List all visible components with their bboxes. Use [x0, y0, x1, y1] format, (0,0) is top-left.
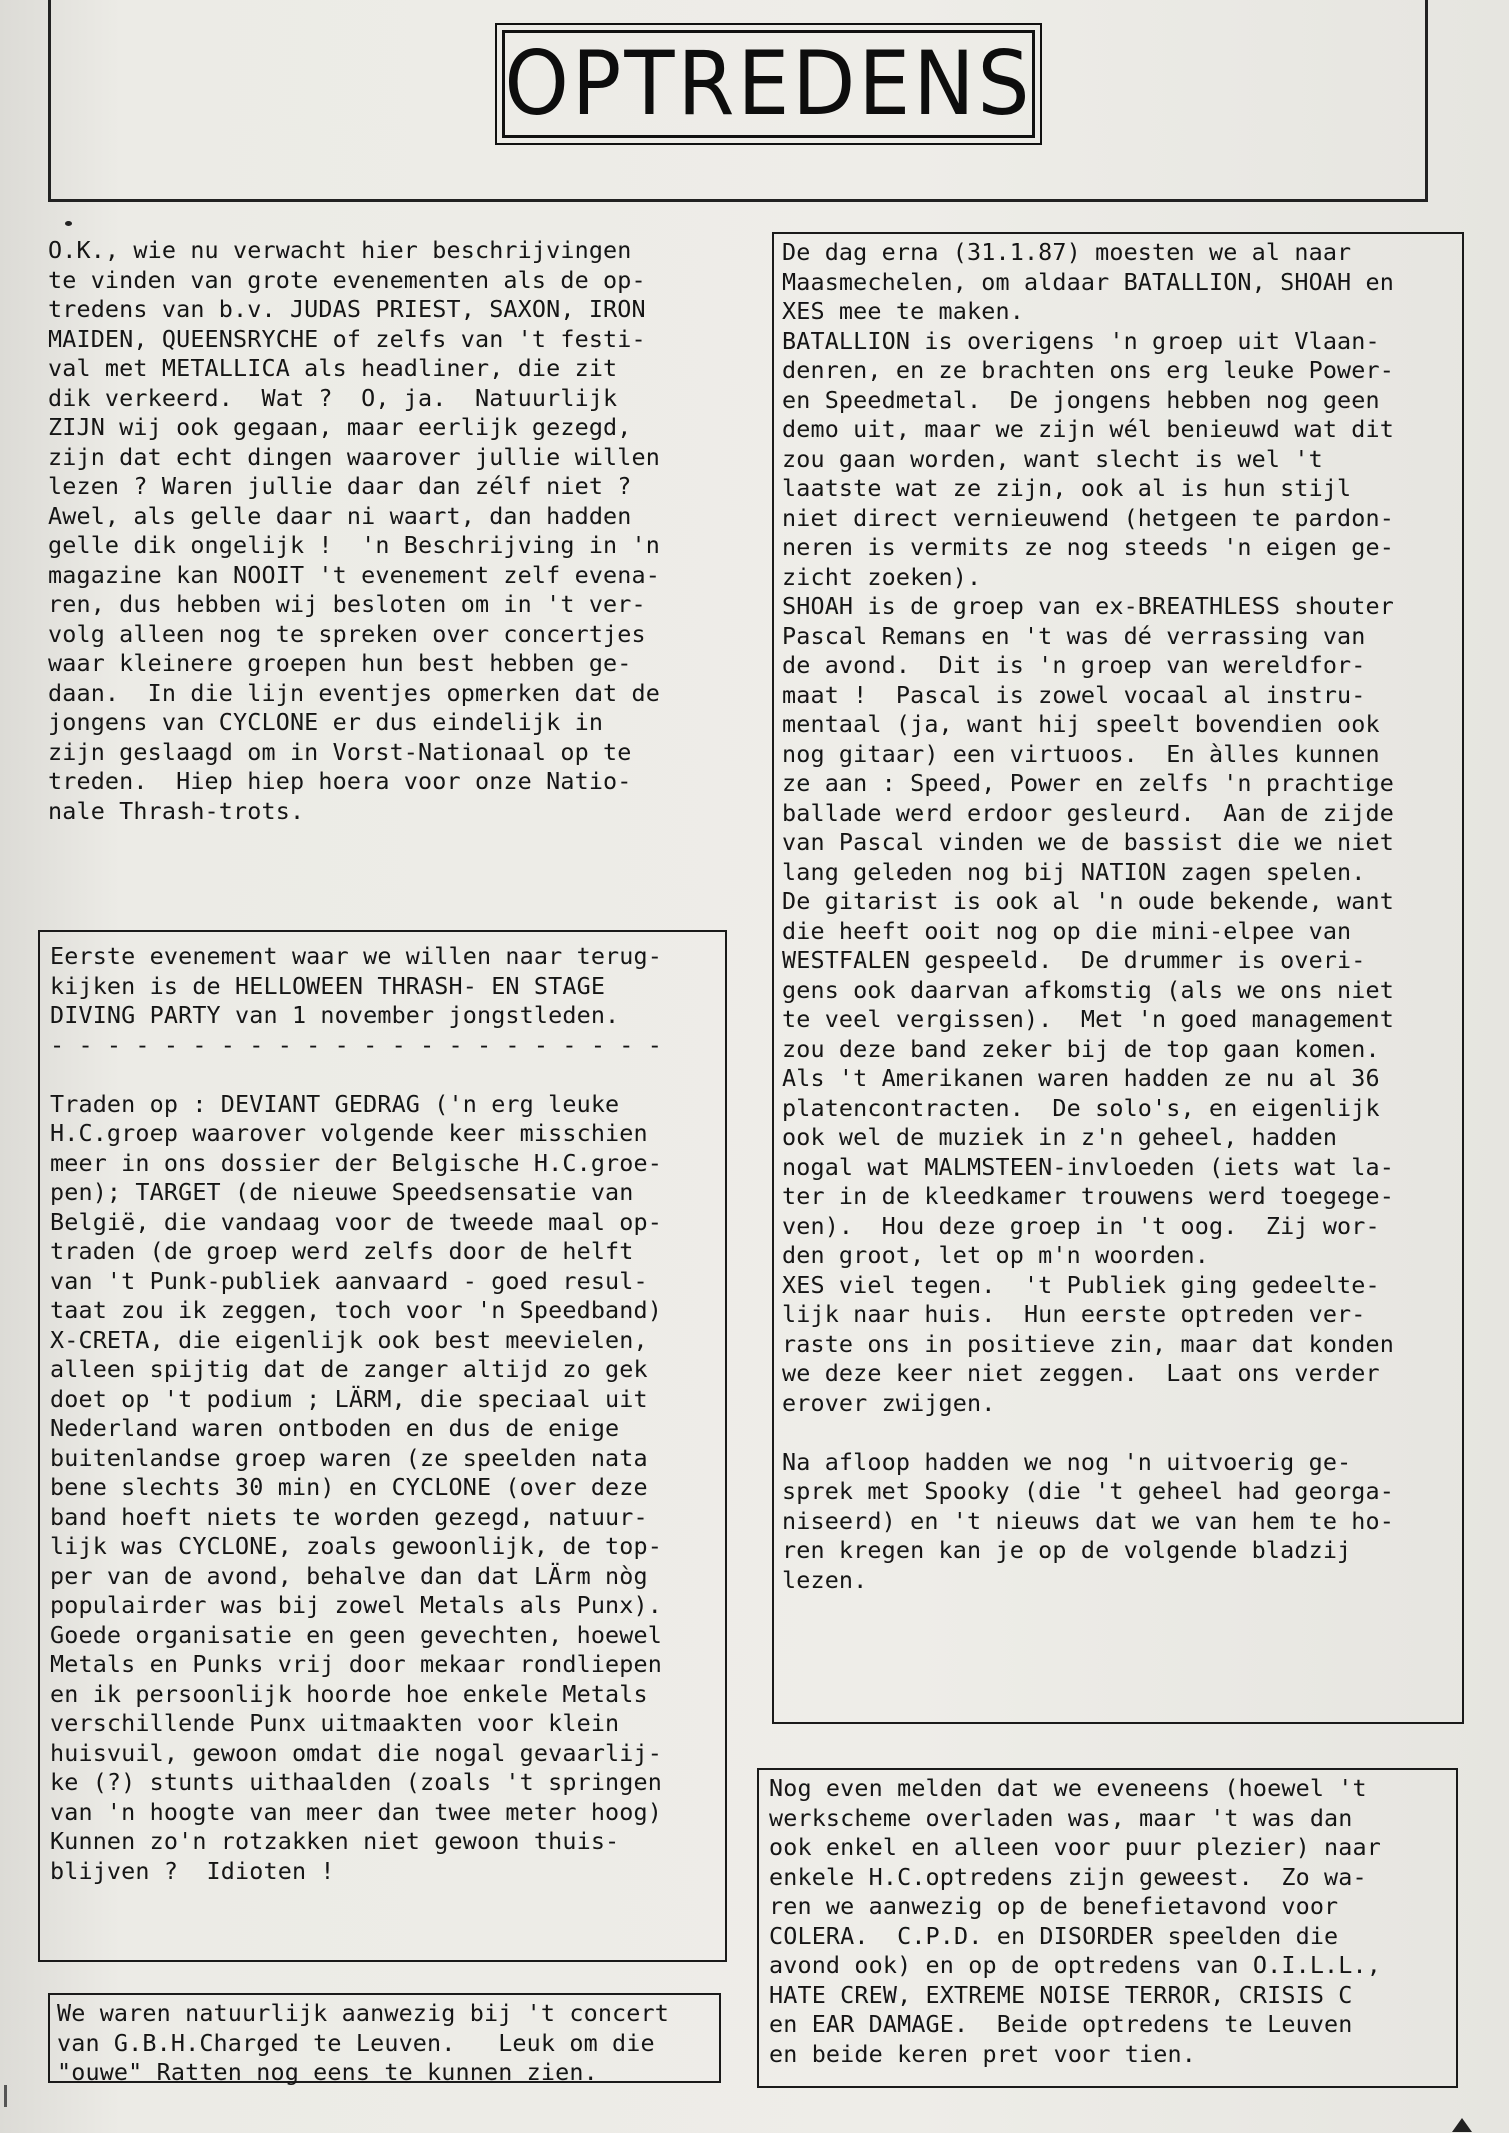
ink-dot: [65, 221, 72, 226]
hc-optredens-text: Nog even melden dat we eveneens (hoewel 't werkscheme overladen was, maar 't was dan ook enkel en alleen voor puur plezier) naar enkele H.C.optredens zijn geweest. Zo wa- ren we aanwezig op de benefietavond voor COLERA. C.P.D. en DISORDER speelden die avond ook) en op de optredens van O.I.L.L., HATE CREW, EXTREME NOISE TERROR, CRISIS C en EAR DAMAGE. Beide optredens te Leuven en beide keren pret voor tien.: [769, 1774, 1381, 2068]
maasmechelen-text: De dag erna (31.1.87) moesten we al naar Maasmechelen, om aldaar BATALLION, SHOAH en XES mee te maken. BATALLION is overigens 'n groep uit Vlaan- denren, en ze brachten ons erg leuke Power- en Speedmetal. De jongens hebben nog geen demo uit, maar we zijn wél benieuwd wat dit zou gaan worden, want slecht is wel 't laatste wat ze zijn, ook al is hun stijl niet direct vernieuwend (hetgeen te pardon- neren is vermits ze nog steeds 'n eigen ge- zicht zoeken). SHOAH is de groep van ex-BREATHLESS shouter Pascal Remans en 't was dé verrassing van de avond. Dit is 'n groep van wereldfor- maat ! Pascal is zowel vocaal al instru- mentaal (ja, want hij speelt bovendien ook nog gitaar) een virtuoos. En àlles kunnen ze aan : Speed, Power en zelfs 'n prachtige ballade werd erdoor gesleurd. Aan de zijde van Pascal vinden we de bassist die we niet lang geleden nog bij NATION zagen spelen. De gitarist is ook al 'n oude bekende, want die heeft ooit nog op die mini-elpee van WESTFALEN gespeeld. De drummer is overi- gens ook daarvan afkomstig (als we ons niet te veel vergissen). Met 'n goed management zou deze band zeker bij de top gaan komen. Als 't Amerikanen waren hadden ze nu al 36 platencontracten. De solo's, en eigenlijk ook wel de muziek in z'n geheel, hadden nogal wat MALMSTEEN-invloeden (iets wat la- ter in de kleedkamer trouwens werd toegege- ven). Hou deze groep in 't oog. Zij wor- den groot, let op m'n woorden. XES viel tegen. 't Publiek ging gedeelte- lijk naar huis. Hun eerste optreden ver- raste ons in positieve zin, maar dat konden we deze keer niet zeggen. Laat ons verder erover zwijgen. Na afloop hadden we nog 'n uitvoerig ge- sprek met Spooky (die 't geheel had georga- niseerd) en 't nieuws dat we van hem te ho- ren kregen kan je op de volgende bladzij lezen.: [782, 238, 1394, 1594]
gbh-concert-box: [48, 1993, 721, 2086]
evenement-body: Traden op : DEVIANT GEDRAG ('n erg leuke H.C.groep waarover volgende keer misschien meer in ons dossier der Belgische H.C.groe- pen); TARGET (de nieuwe Speedsensatie van België, die vandaag voor de tweede maal op- traden (de groep werd zelfs door de helft van 't Punk-publiek aanvaard - goed resul- taat zou ik zeggen, toch voor 'n Speedband) X-CRETA, die eigenlijk ook best meevielen, alleen spijtig dat de zanger altijd zo gek doet op 't podium ; LÄRM, die speciaal uit Nederland waren ontboden en dus de enige buitenlandse groep waren (ze speelden nata bene slechts 30 min) en CYCLONE (over deze band hoeft niets te worden gezegd, natuur- lijk was CYCLONE, zoals gewoonlijk, de top- per van de avond, behalve dan dat LÄrm nòg populairder was bij zowel Metals als Punx). Goede organisatie en geen gevechten, hoewel Metals en Punks vrij door mekaar rondliepen en ik persoonlijk hoorde hoe enkele Metals verschillende Punx uitmaakten voor klein huisvuil, gewoon omdat die nogal gevaarlij- ke (?) stunts uithaalden (zoals 't springen van 'n hoogte van meer dan twee meter hoog) Kunnen zo'n rotzakken niet gewoon thuis- blijven ? Idioten !: [50, 1089, 662, 1885]
evenement-heading: Eerste evenement waar we willen naar terug- kijken is de HELLOWEEN THRASH- EN STAGE DIVING PARTY van 1 november jongstleden.: [50, 942, 662, 1029]
evenement-box: [38, 930, 727, 1962]
gbh-concert-text: We waren natuurlijk aanwezig bij 't concert van G.B.H.Charged te Leuven. Leuk om die "ouwe" Ratten nog eens te kunnen zien.: [57, 1999, 669, 2086]
page-title: OPTREDENS: [504, 32, 1033, 136]
title-box: [502, 30, 1035, 138]
dashed-divider: - - - - - - - - - - - - - - - - - - - - - -: [50, 1030, 662, 1059]
hc-optredens-box: [757, 1768, 1458, 2088]
margin-mark: [4, 2085, 15, 2107]
corner-mark: [1452, 2118, 1472, 2132]
intro-paragraph: O.K., wie nu verwacht hier beschrijvingen te vinden van grote evenementen als de op- tredens van b.v. JUDAS PRIEST, SAXON, IRON MAIDEN, QUEENSRYCHE of zelfs van 't festi- val met METALLICA als headliner, die zit dik verkeerd. Wat ? O, ja. Natuurlijk ZIJN wij ook gegaan, maar eerlijk gezegd, zijn dat echt dingen waarover jullie willen lezen ? Waren jullie daar dan zélf niet ? Awel, als gelle daar ni waart, dan hadden gelle dik ongelijk ! 'n Beschrijving in 'n magazine kan NOOIT 't evenement zelf evena- ren, dus hebben wij besloten om in 't ver- volg alleen nog te spreken over concertjes waar kleinere groepen hun best hebben ge- daan. In die lijn eventjes opmerken dat de jongens van CYCLONE er dus eindelijk in zijn geslaagd om in Vorst-Nationaal op te treden. Hiep hiep hoera voor onze Natio- nale Thrash-trots.: [48, 236, 660, 825]
maasmechelen-box: [772, 232, 1464, 1724]
